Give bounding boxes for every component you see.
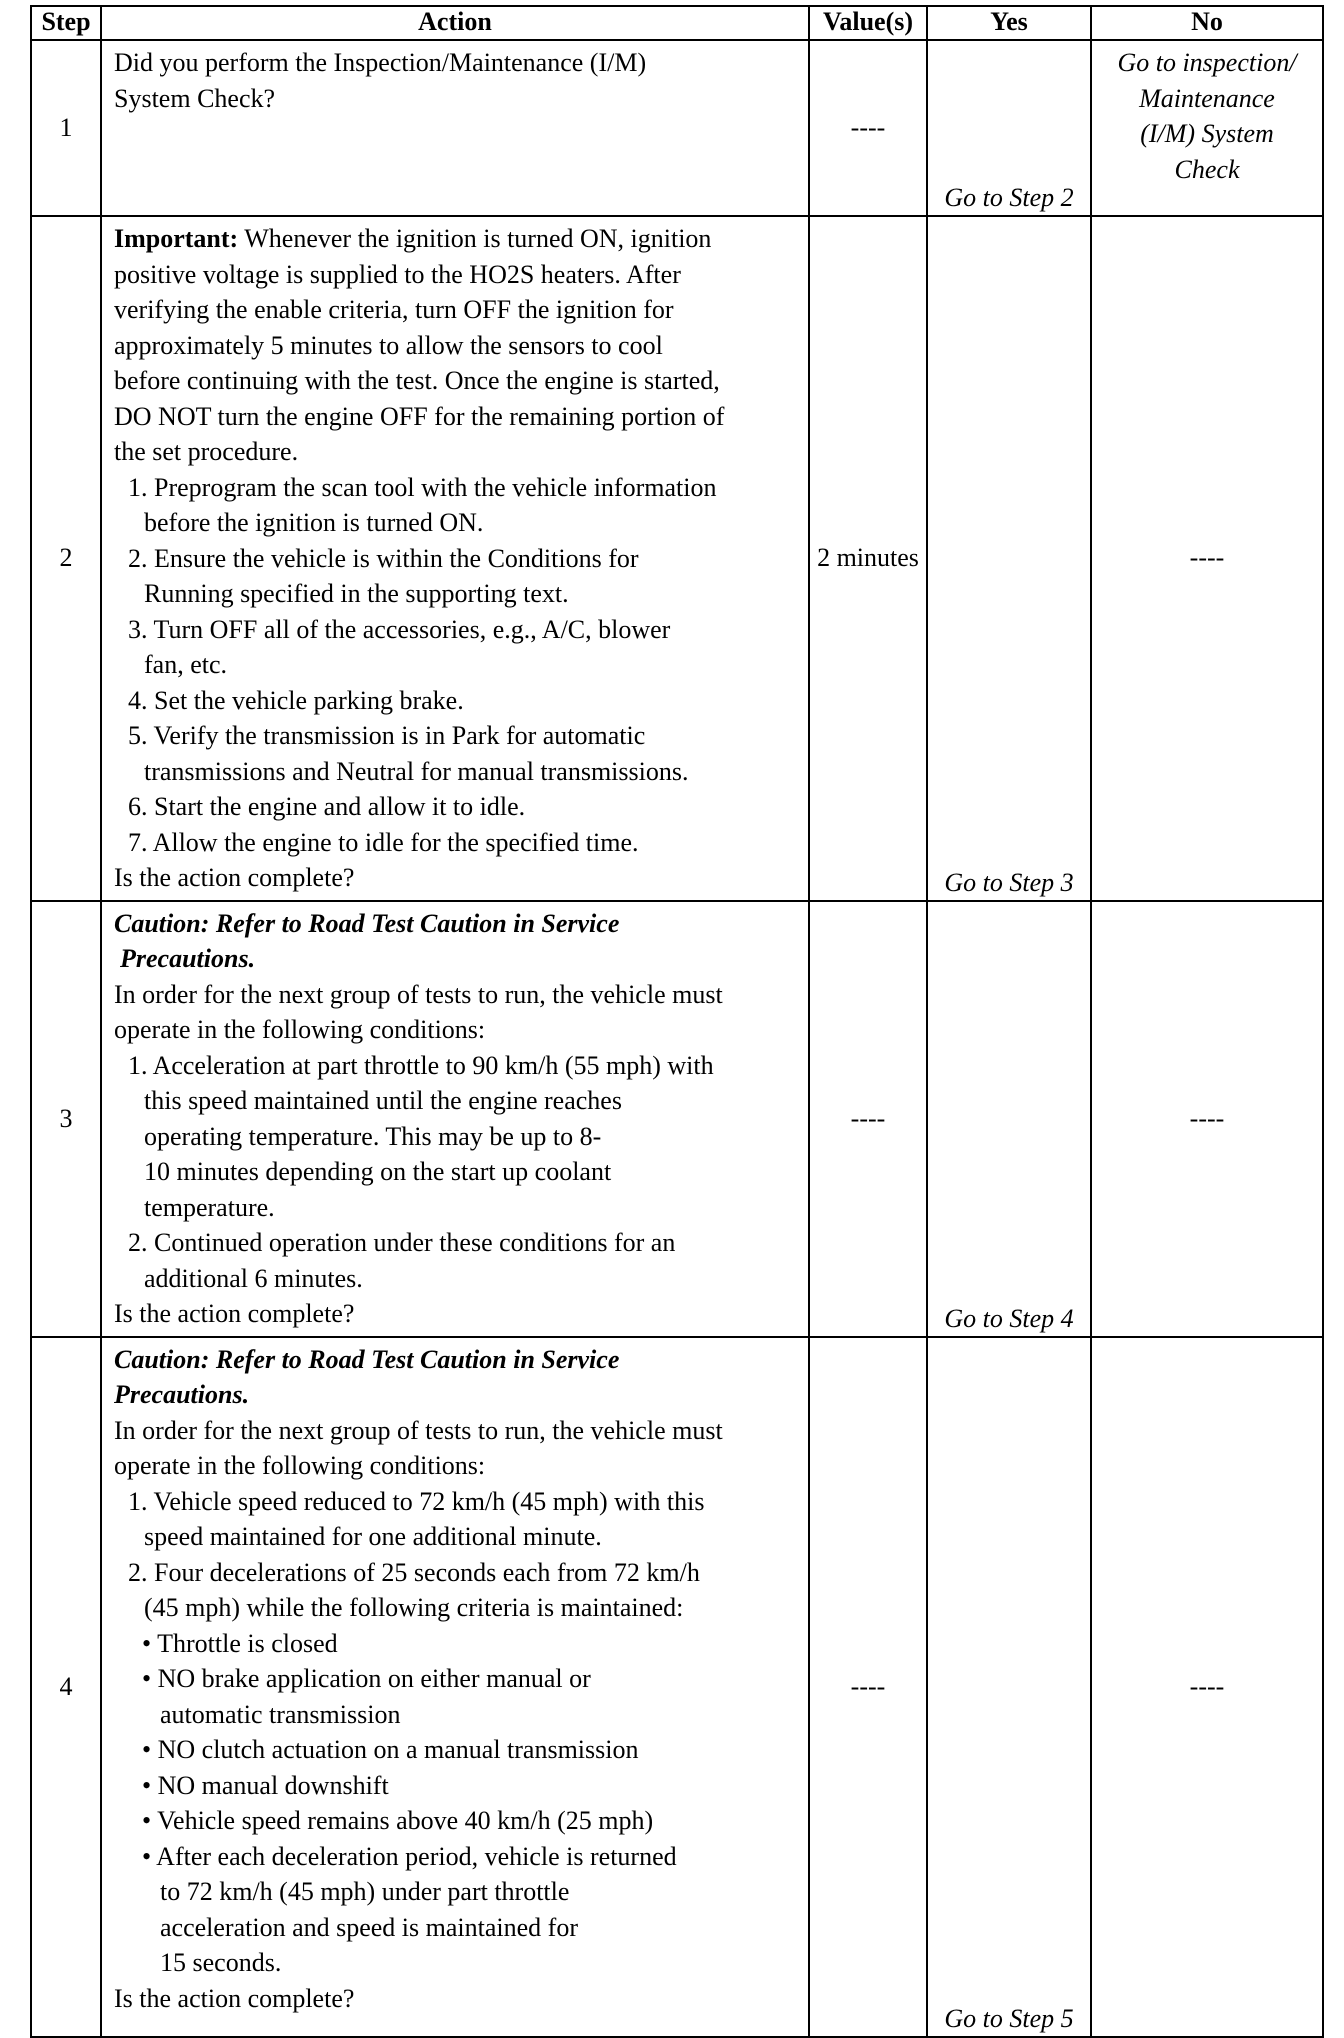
bullet-line: • Vehicle speed remains above 40 km/h (25 mph) xyxy=(142,1806,654,1835)
value-cell: 2 minutes xyxy=(809,216,927,901)
action-line: operate in the following conditions: xyxy=(114,1451,486,1480)
value-cell: ---- xyxy=(809,1337,927,2037)
action-line: positive voltage is supplied to the HO2S heaters. After xyxy=(114,259,681,289)
action-line: speed maintained for one additional minute. xyxy=(144,1522,602,1551)
action-question: Is the action complete? xyxy=(114,1983,355,2013)
action-line: Did you perform the Inspection/Maintenance (I/M) xyxy=(114,48,647,77)
yes-go-to-step-2: Go to Step 2 xyxy=(927,40,1091,216)
action-line: 7. Allow the engine to idle for the specified time. xyxy=(128,827,639,857)
action-line: Running specified in the supporting text. xyxy=(144,579,569,608)
header-row xyxy=(31,6,1323,40)
bullet-line: • After each deceleration period, vehicle is returned xyxy=(142,1841,677,1871)
step-number: 4 xyxy=(31,1337,101,2037)
action-line: 2. Continued operation under these conditions for an xyxy=(128,1228,676,1257)
action-line: 4. Set the vehicle parking brake. xyxy=(128,685,464,715)
action-line: before the ignition is turned ON. xyxy=(144,508,484,537)
action-line: this speed maintained until the engine reaches xyxy=(144,1086,622,1115)
action-line: 3. Turn OFF all of the accessories, e.g., A/C, blower xyxy=(128,614,671,644)
action-line: approximately 5 minutes to allow the sensors to cool xyxy=(114,330,663,360)
important-label: Important: xyxy=(114,224,239,253)
action-line: 5. Verify the transmission is in Park for automatic xyxy=(128,721,646,750)
yes-go-to-step-4: Go to Step 4 xyxy=(927,901,1091,1337)
table-row-step-4 xyxy=(31,1337,1323,2037)
bullet-line: acceleration and speed is maintained for xyxy=(160,1912,578,1942)
bullet-line: • NO manual downshift xyxy=(142,1770,389,1800)
action-line: DO NOT turn the engine OFF for the remaining portion of xyxy=(114,401,725,431)
action-text: Whenever the ignition is turned ON, ignition xyxy=(238,224,712,253)
table-row-step-3 xyxy=(31,901,1323,1337)
action-line: verifying the enable criteria, turn OFF the ignition for xyxy=(114,295,674,324)
action-line: In order for the next group of tests to run, the vehicle must xyxy=(114,1415,723,1445)
action-line: operate in the following conditions: xyxy=(114,1015,486,1044)
caution-line: Caution: Refer to Road Test Caution in Service xyxy=(114,908,620,938)
header-yes: Yes xyxy=(927,6,1091,40)
value-cell: ---- xyxy=(809,40,927,216)
action-line: fan, etc. xyxy=(144,650,228,679)
diagnostic-procedure-table xyxy=(30,5,1324,2038)
action-line: 2. Ensure the vehicle is within the Conditions for xyxy=(128,543,639,573)
action-line: 6. Start the engine and allow it to idle. xyxy=(128,792,526,821)
action-line: before continuing with the test. Once the engine is started, xyxy=(114,366,720,395)
action-line: 10 minutes depending on the start up coolant xyxy=(144,1157,612,1186)
table-row-step-2 xyxy=(31,216,1323,901)
action-line: 1. Acceleration at part throttle to 90 km/h (55 mph) with xyxy=(128,1050,714,1080)
action-question: Is the action complete? xyxy=(114,1299,355,1328)
important-note xyxy=(114,221,800,257)
action-cell xyxy=(101,901,809,1337)
no-cell: ---- xyxy=(1091,216,1323,901)
action-line: In order for the next group of tests to run, the vehicle must xyxy=(114,979,723,1009)
header-action: Action xyxy=(101,6,809,40)
caution-line: Precautions. xyxy=(114,1380,250,1409)
bullet-line: automatic transmission xyxy=(160,1699,401,1729)
action-line: (45 mph) while the following criteria is maintained: xyxy=(144,1593,684,1622)
header-no: No xyxy=(1091,6,1323,40)
caution-line: Precautions. xyxy=(120,944,256,973)
no-line: Go to inspection/ xyxy=(1117,48,1297,77)
action-line: temperature. xyxy=(144,1192,275,1222)
action-line: operating temperature. This may be up to 8- xyxy=(144,1121,602,1151)
step-number: 2 xyxy=(31,216,101,901)
action-cell xyxy=(101,40,809,216)
caution-line: Caution: Refer to Road Test Caution in Service xyxy=(114,1344,620,1374)
no-cell xyxy=(1091,40,1323,216)
bullet-line: 15 seconds. xyxy=(160,1948,282,1977)
action-cell xyxy=(101,216,809,901)
action-line: System Check? xyxy=(114,83,276,113)
yes-go-to-step-5: Go to Step 5 xyxy=(927,1337,1091,2037)
no-cell: ---- xyxy=(1091,901,1323,1337)
action-line: 2. Four decelerations of 25 seconds each from 72 km/h xyxy=(128,1557,700,1587)
action-line: 1. Vehicle speed reduced to 72 km/h (45 mph) with this xyxy=(128,1486,705,1516)
table-row-step-1 xyxy=(31,40,1323,216)
step-number: 3 xyxy=(31,901,101,1337)
action-line: additional 6 minutes. xyxy=(144,1263,363,1293)
step-number: 1 xyxy=(31,40,101,216)
yes-go-to-step-3: Go to Step 3 xyxy=(927,216,1091,901)
bullet-line: • Throttle is closed xyxy=(142,1628,338,1658)
action-cell xyxy=(101,1337,809,2037)
header-values: Value(s) xyxy=(809,6,927,40)
header-step: Step xyxy=(31,6,101,40)
value-cell: ---- xyxy=(809,901,927,1337)
bullet-line: to 72 km/h (45 mph) under part throttle xyxy=(160,1877,570,1906)
action-line: the set procedure. xyxy=(114,437,299,466)
action-question: Is the action complete? xyxy=(114,863,355,892)
no-line: Maintenance xyxy=(1139,83,1275,113)
bullet-line: • NO clutch actuation on a manual transmission xyxy=(142,1735,639,1764)
no-line: (I/M) System xyxy=(1140,119,1274,148)
no-line: Check xyxy=(1174,154,1240,184)
action-line: transmissions and Neutral for manual transmissions. xyxy=(144,756,689,786)
action-line: 1. Preprogram the scan tool with the vehicle information xyxy=(128,472,717,502)
no-cell: ---- xyxy=(1091,1337,1323,2037)
bullet-line: • NO brake application on either manual or xyxy=(142,1664,591,1693)
